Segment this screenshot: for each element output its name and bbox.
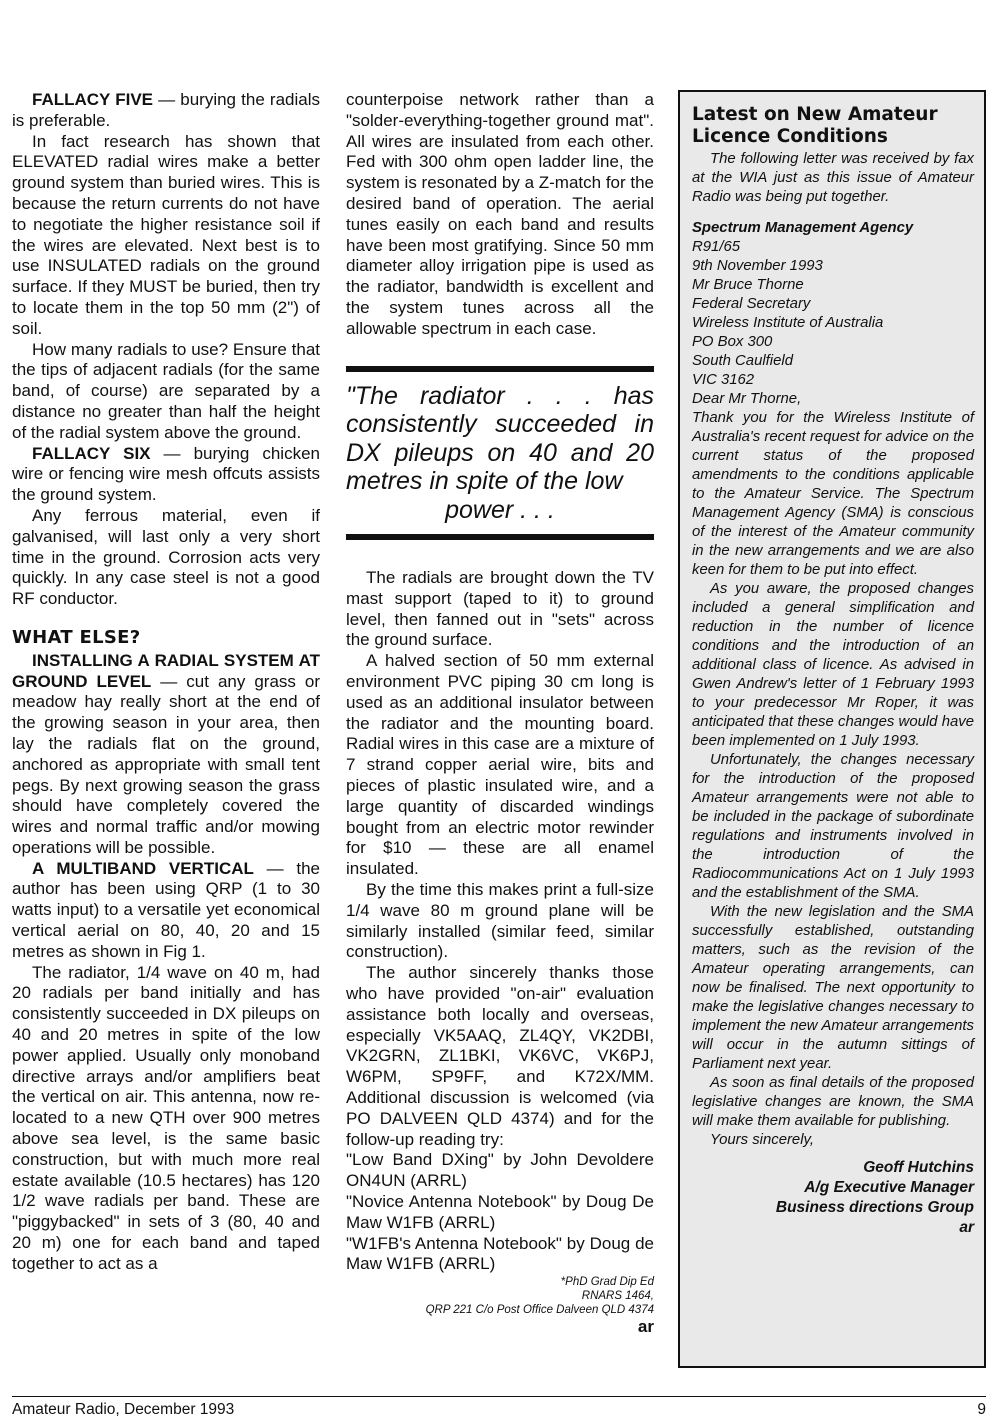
letter-address-block: [692, 219, 974, 409]
pull-quote: [346, 366, 654, 541]
column-middle: [346, 90, 654, 1338]
paragraph: The author sincerely thanks those who have provided "on-air" evaluation assistance both locally and overseas, especially VK5AAQ, ZL4QY, VK2DBI, VK2GRN, ZL1BKI, VK6VC, VK6PJ, W6PM, SP9FF, and K72X/MM. Additional discussion is welcomed (via PO DALVEEN QLD 4374) and for the follow-up reading try:: [346, 963, 654, 1149]
sidebar-intro: The following letter was received by fax at the WIA just as this issue of Amateur Radio was being put together.: [692, 151, 974, 205]
page-number: 9: [977, 1401, 986, 1418]
paragraph: The radiator, 1/4 wave on 40 m, had 20 radials per band initially and has consistently succeeded in DX pileups on 40 and 20 metres in spite of the low power applied. Usually only monoband directive arrays and/or amplifiers beat the vertical on air. This antenna, now re-located to a new QTH over 900 metres above sea level, is the same basic construction, but with much more real estate available (10.5 hectares) has 120 1/2 wave radials per band. These are "piggybacked" in sets of 3 (80, 40 and 20 m) one for each band and taped together to act as a: [12, 962, 320, 1273]
end-mark: ar: [959, 1219, 974, 1236]
paragraph: In fact research has shown that ELEVATED radial wires make a better ground system than buried wires. This is because the return currents do not have to negotiate the higher resistance soil if the wires are elevated. Next best is to use INSULATED radials on the ground surface. If they MUST be buried, then try to locate them in the top 50 mm (2") of soil.: [12, 131, 320, 338]
signature-group: Business directions Group: [775, 1199, 974, 1216]
reference: "Novice Antenna Notebook" by Doug De Maw W1FB (ARRL): [346, 1191, 654, 1232]
letter-line: Wireless Institute of Australia: [692, 315, 884, 331]
fallacy-five-heading: FALLACY FIVE: [32, 90, 153, 109]
letter-salutation: Dear Mr Thorne,: [692, 391, 802, 407]
author-credit: RNARS 1464,: [581, 1290, 654, 1303]
letter-paragraph: With the new legislation and the SMA successfully established, outstanding matters, such as the revision of the Amateur operating arrangements, can now be finalised. The next opportunity to make the legislative changes necessary to implement the new Amateur arrangements will occur in the autumn sittings of Parliament next year.: [692, 904, 974, 1072]
paragraph: The radials are brought down the TV mast support (taped to it) to ground level, then fanned out in "sets" across the ground surface.: [346, 568, 654, 650]
fallacy-six-paragraph: FALLACY SIX — burying chicken wire or fencing wire mesh offcuts assists the ground system.: [12, 443, 320, 505]
letter-sender: Spectrum Management Agency: [692, 220, 914, 236]
paragraph: By the time this makes print a full-size 1/4 wave 80 m ground plane will be similarly installed (similar feed, similar construction).: [346, 880, 654, 962]
page-footer: [12, 1396, 986, 1419]
letter-paragraph: Unfortunately, the changes necessary for the introduction of the proposed Amateur arrangements were not able to be included in the package of subordinate regulations and instruments involved in the introduction of the Radiocommunications Act on 1 July 1993 and the establishment of the SMA.: [692, 752, 974, 901]
letter-line: VIC 3162: [692, 372, 755, 388]
letter-line: Mr Bruce Thorne: [692, 277, 804, 293]
sidebar-body: [692, 150, 974, 1238]
fallacy-six-heading: FALLACY SIX: [32, 443, 151, 463]
fallacy-five-paragraph: FALLACY FIVE — burying the radials is preferable.: [12, 90, 320, 130]
sidebar-title: Latest on New Amateur Licence Conditions: [692, 104, 938, 147]
letter-paragraph: As you aware, the proposed changes included a general simplification and reduction in the number of licence conditions and the introduction of an additional class of licence. As advised in Gwen Andrew's letter of 1 February 1993 to your predecessor Mr Roper, it was anticipated that these changes would have been implemented on 1 July 1993.: [692, 581, 974, 749]
author-credit: QRP 221 C/o Post Office Dalveen QLD 4374: [425, 1304, 654, 1317]
letter-line: Federal Secretary: [692, 296, 811, 312]
pull-quote-text: "The radiator . . . has consistently succeeded in DX pileups on 40 and 20 metres in spite of the low: [346, 381, 654, 496]
paragraph: How many radials to use? Ensure that the tips of adjacent radials (for the same band, of course) are separated by a distance no greater than half the height of the radial system above the ground.: [12, 339, 320, 442]
reference: "Low Band DXing" by John Devoldere ON4UN (ARRL): [346, 1150, 654, 1191]
paragraph: counterpoise network rather than a "solder-everything-together ground mat". All wires are insulated from each other. Fed with 300 ohm open ladder line, the system is resonated by a Z-match for the desired band of operation. The aerial tunes easily on each band and results have been most gratifying. Since 50 mm diameter alloy irrigation pipe is used as the radiator, bandwidth is excellent and the system tunes across all the allowable spectrum in each case.: [346, 90, 655, 338]
installing-paragraph: INSTALLING A RADIAL SYSTEM AT GROUND LEVEL — cut any grass or meadow hay really short at the end of the growing season in your area, then lay the radials flat on the ground, anchored as appropriate with small tent pegs. By next growing season the grass should have completely covered the wires and normal traffic and/or mowing operations will be possible.: [12, 650, 321, 857]
paragraph: A halved section of 50 mm external environment PVC piping 30 cm long is used as an additional insulator between the radiator and the mounting board. Radial wires in this case are a mixture of 7 strand copper aerial wire, bits and pieces of plastic insulated wire, and a large quantity of discarded windings bought from an electric motor rewinder for $10 — these are all enamel insulated.: [346, 651, 654, 879]
multiband-paragraph: A MULTIBAND VERTICAL — the author has been using QRP (1 to 30 watts input) to a versatile yet economical vertical aerial on 80, 40, 20 and 15 metres as shown in Fig 1.: [12, 858, 320, 961]
author-credit: *PhD Grad Dip Ed: [560, 1276, 654, 1289]
reference: "W1FB's Antenna Notebook" by Doug de Maw W1FB (ARRL): [346, 1233, 654, 1274]
letter-line: PO Box 300: [692, 334, 773, 350]
letter-line: R91/65: [692, 239, 741, 255]
paragraph: Any ferrous material, even if galvanised, will last only a very short time in the ground. Corrosion acts very quickly. In any case steel is not a good RF conductor.: [12, 505, 320, 609]
section-heading: WHAT ELSE?: [12, 626, 141, 648]
letter-paragraph: As soon as final details of the proposed legislative changes are known, the SMA will make them available for publishing.: [692, 1075, 974, 1129]
letter-line: 9th November 1993: [692, 258, 823, 274]
multiband-heading: A MULTIBAND VERTICAL: [32, 858, 254, 878]
pull-quote-end: power . . .: [445, 495, 555, 524]
letter-closing: Yours sincerely,: [710, 1132, 815, 1148]
letter-paragraph: Thank you for the Wireless Institute of Australia's recent request for advice on the current status of the proposed amendments to the conditions applicable to the Amateur Service. The Spectrum Management Agency (SMA) is conscious of the interest of the Amateur community in the new arrangements and we are also keen for them to be put into effect.: [692, 410, 974, 578]
sidebar-box: [678, 90, 986, 1368]
signature-title: A/g Executive Manager: [804, 1179, 974, 1196]
installing-heading: INSTALLING A RADIAL SYSTEM AT GROUND LEVEL: [12, 650, 320, 691]
letter-line: South Caulfield: [692, 353, 793, 369]
signature-name: Geoff Hutchins: [863, 1159, 974, 1176]
column-left: [12, 90, 320, 1275]
end-mark: ar: [637, 1317, 654, 1337]
publication-info: Amateur Radio, December 1993: [12, 1401, 235, 1418]
